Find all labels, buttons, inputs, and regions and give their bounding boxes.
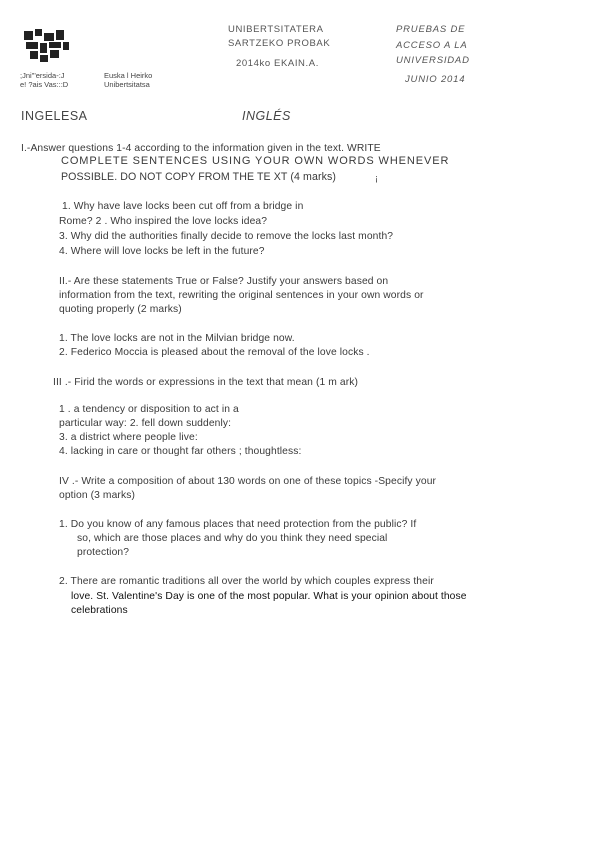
section2-instruction-2: information from the text, rewriting the original sentences in your own words or: [59, 290, 424, 301]
header-right-line-1: PRUEBAS DE: [396, 24, 466, 35]
logo-caption-left-2: e! ?ais Vas:::D: [20, 80, 69, 89]
header-right-line-3: UNIVERSIDAD: [396, 55, 470, 66]
topic1-line-2: so, which are those places and why do you think they need special: [77, 533, 388, 544]
section2-instruction-3: quoting properly (2 marks): [59, 304, 182, 315]
question-line-1: 1. Why have lave locks been cut off from a bridge in: [62, 201, 304, 212]
header-center-line-1: UNIBERTSITATERA: [228, 24, 324, 35]
logo-caption-right-2: Unibertsitatsa: [104, 80, 150, 89]
statement-2: 2. Federico Moccia is pleased about the removal of the love locks .: [59, 347, 370, 358]
section2-instruction-1: II.- Are these statements True or False? Justify your answers based on: [59, 276, 389, 287]
logo-caption-left-1: ;Jni"'ersida-:J: [20, 71, 65, 80]
question-line-4: 4. Where will love locks be left in the future?: [59, 246, 265, 257]
section1-instruction-1: I.-Answer questions 1-4 according to the information given in the text. WRITE: [21, 143, 381, 154]
stray-mark: ¡: [375, 173, 379, 183]
section1-instruction-3: POSSIBLE. DO NOT COPY FROM THE TE XT (4 marks): [61, 171, 336, 183]
topic2-line-3: celebrations: [71, 605, 128, 616]
definition-line-1: 1 . a tendency or disposition to act in a: [59, 404, 239, 415]
topic2-line-1: 2. There are romantic traditions all over the world by which couples express their: [59, 576, 434, 587]
question-line-3: 3. Why did the authorities finally decide to remove the locks last month?: [59, 231, 394, 242]
topic1-line-1: 1. Do you know of any famous places that need protection from the public? If: [59, 519, 417, 530]
section1-instruction-2: COMPLETE SENTENCES USING YOUR OWN WORDS WHENEVER: [61, 155, 450, 167]
topic2-line-2: love. St. Valentine's Day is one of the most popular. What is your opinion about those: [71, 591, 467, 602]
topic1-line-3: protection?: [77, 547, 130, 558]
subject-basque: INGELESA: [21, 109, 88, 123]
header-center-line-2: SARTZEKO PROBAK: [228, 38, 331, 49]
section4-instruction-1: IV .- Write a composition of about 130 words on one of these topics -Specify your: [59, 476, 437, 487]
subject-spanish: INGLÉS: [242, 109, 291, 123]
statement-1: 1. The love locks are not in the Milvian bridge now.: [59, 333, 295, 344]
university-logo: [22, 27, 72, 65]
header-date-spanish: JUNIO 2014: [405, 74, 466, 85]
definition-line-4: 4. lacking in care or thought far others ; thoughtless:: [59, 446, 302, 457]
definition-line-3: 3. a district where people live:: [59, 432, 198, 443]
question-line-2: Rome? 2 . Who inspired the love locks idea?: [59, 216, 268, 227]
section3-instruction: III .- Firid the words or expressions in the text that mean (1 m ark): [53, 377, 359, 388]
section4-instruction-2: option (3 marks): [59, 490, 135, 501]
definition-line-2: particular way: 2. fell down suddenly:: [59, 418, 232, 429]
header-date-basque: 2014ko EKAIN.A.: [236, 58, 319, 69]
logo-caption-right-1: Euska l Heirko: [104, 71, 153, 80]
header-right-line-2: ACCESO A LA: [396, 40, 468, 51]
